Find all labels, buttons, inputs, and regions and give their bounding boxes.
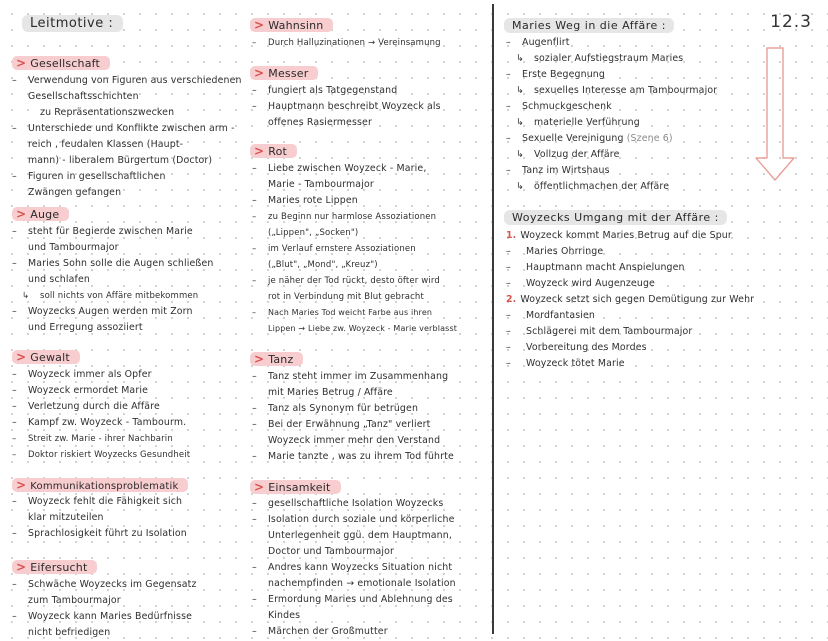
- arrow-icon: >: [16, 350, 27, 364]
- section-maries-weg: [504, 14, 717, 195]
- list-item: – Figuren in gesellschaftlichen: [10, 169, 242, 185]
- heading-maries-weg: Maries Weg in die Affäre :: [504, 18, 674, 33]
- list-item: – Schlägerei mit dem Tambourmajor: [504, 324, 754, 340]
- list-item: – Hauptmann beschreibt Woyzeck als: [250, 99, 441, 115]
- list-item: – Tanz als Synonym für betrügen: [250, 401, 454, 417]
- list-subitem: ↳ soll nichts von Affäre mitbekommen: [10, 288, 213, 304]
- list-item: – Liebe zwischen Woyzeck - Marie,: [250, 161, 457, 177]
- section-eifersucht: [10, 556, 197, 641]
- section-kommunikation: [10, 474, 187, 542]
- heading-auge: > Auge: [12, 207, 69, 221]
- list-item: – Woyzeck tötet Marie: [504, 356, 754, 372]
- list-item-cont: Marie - Tambourmajor: [268, 179, 374, 190]
- list-item: – Mordfantasien: [504, 308, 754, 324]
- list-item: – Märchen der Großmutter: [250, 624, 456, 640]
- list-item-cont: Lippen → Liebe zw. Woyzeck - Marie verblasst: [268, 324, 458, 333]
- list-subitem: ↳ öffentlichmachen der Affäre: [504, 179, 717, 195]
- list-item-cont: Woyzeck immer mehr den Verstand: [268, 435, 441, 446]
- heading-eifersucht: > Eifersucht: [12, 560, 97, 574]
- list-item-cont: klar mitzuteilen: [28, 512, 104, 523]
- list-item: – Doktor riskiert Woyzecks Gesundheit: [10, 447, 190, 463]
- list-item: – Sprachlosigkeit führt zu Isolation: [10, 526, 187, 542]
- list-item: – Durch Halluzinationen → Vereinsamung: [250, 35, 441, 51]
- list-item-cont: Doctor und Tambourmajor: [268, 546, 395, 557]
- column-divider: [492, 4, 494, 634]
- list-item: – Maries rote Lippen: [250, 193, 457, 209]
- list-item: – Erste Begegnung: [504, 67, 717, 83]
- list-item: – Maries Sohn solle die Augen schließen: [10, 256, 213, 272]
- list-subitem: ↳ Vollzug der Affäre: [504, 147, 717, 163]
- arrow-icon: >: [16, 207, 27, 221]
- arrow-icon: >: [16, 560, 27, 574]
- list-item: – Verletzung durch die Affäre: [10, 399, 190, 415]
- list-item-cont: mit Maries Betrug / Affäre: [268, 387, 393, 398]
- list-item-cont: („Blut", „Mond", „Kreuz"): [268, 260, 378, 270]
- list-item: – Woyzeck fehlt die Fähigkeit sich: [10, 494, 187, 510]
- list-item: – Unterschiede und Konflikte zwischen arm - reich , feudalen Klassen (Haupt-: [10, 121, 242, 153]
- page-title: Leitmotive :: [22, 15, 123, 32]
- list-item: – Verwendung von Figuren aus verschiedenen Gesellschaftsschichten: [10, 73, 242, 105]
- list-item: – Woyzeck immer als Opfer: [10, 367, 190, 383]
- list-item-cont: Kindes: [268, 610, 301, 621]
- heading-einsamkeit: > Einsamkeit: [250, 480, 341, 494]
- list-item: – Streit zw. Marie - ihrer Nachbarin: [10, 431, 190, 447]
- list-item-cont: Zwängen gefangen: [28, 187, 122, 198]
- heading-tanz: > Tanz: [250, 352, 303, 366]
- heading-gewalt: > Gewalt: [12, 350, 80, 364]
- list-item: – Hauptmann macht Anspielungen: [504, 260, 754, 276]
- list-item: – Woyzeck kann Maries Bedürfnisse: [10, 609, 197, 625]
- arrow-icon: >: [16, 478, 27, 492]
- list-item: – Marie tanzte , was zu ihrem Tod führte: [250, 449, 454, 465]
- list-item-cont: nicht befriedigen: [28, 627, 111, 638]
- list-item: – Kampf zw. Woyzeck - Tambourm.: [10, 415, 190, 431]
- list-item: – steht für Begierde zwischen Marie: [10, 224, 213, 240]
- list-item: – Woyzeck wird Augenzeuge: [504, 276, 754, 292]
- list-item-cont: und Tambourmajor: [28, 242, 119, 253]
- list-item: – zu Beginn nur harmlose Assoziationen: [250, 209, 457, 225]
- list-item-cont: zum Tambourmajor: [28, 595, 121, 606]
- list-item-cont: nachempfinden → emotionale Isolation: [268, 578, 456, 589]
- list-item: – Tanz steht immer im Zusammenhang: [250, 369, 454, 385]
- list-item-cont: und Erregung assoziiert: [28, 322, 143, 333]
- list-item: – Augenflirt: [504, 35, 717, 51]
- arrow-icon: >: [16, 56, 27, 70]
- section-gesellschaft: [10, 52, 242, 201]
- heading-gesellschaft: > Gesellschaft: [12, 56, 110, 70]
- list-item: – Bei der Erwähnung „Tanz" verliert: [250, 417, 454, 433]
- heading-messer: > Messer: [250, 66, 318, 80]
- list-item: – Nach Maries Tod weicht Farbe aus ihren: [250, 305, 457, 321]
- arrow-icon: >: [254, 480, 265, 494]
- list-item: – gesellschaftliche Isolation Woyzecks: [250, 496, 456, 512]
- list-item: – Woyzecks Augen werden mit Zorn: [10, 304, 213, 320]
- down-arrow-icon: [754, 46, 796, 182]
- numbered-item: 2. Woyzeck setzt sich gegen Demütigung zur Wehr: [506, 294, 755, 305]
- section-rot: [250, 140, 457, 337]
- section-einsamkeit: [250, 476, 456, 640]
- section-woyzecks-umgang: [504, 206, 754, 372]
- numbered-item: 1. Woyzeck kommt Maries Betrug auf die Spur: [506, 230, 732, 241]
- section-tanz: [250, 348, 454, 465]
- section-messer: [250, 62, 441, 131]
- heading-wahnsinn: > Wahnsinn: [250, 18, 333, 32]
- list-subitem: ↳ sexuelles Interesse am Tambourmajor: [504, 83, 717, 99]
- list-item: – Andres kann Woyzecks Situation nicht: [250, 560, 456, 576]
- list-item: – Ermordung Maries und Ablehnung des: [250, 592, 456, 608]
- page-number: 12.3: [770, 12, 812, 32]
- list-subitem: ↳ materielle Verführung: [504, 115, 717, 131]
- arrow-icon: >: [254, 352, 265, 366]
- list-item-cont: Unterlegenheit ggü. dem Hauptmann,: [268, 530, 452, 541]
- list-item-cont: und schlafen: [28, 274, 90, 285]
- list-item: – Woyzeck ermordet Marie: [10, 383, 190, 399]
- list-item-cont: zu Repräsentationszwecken: [40, 107, 175, 118]
- list-item: – Schmuckgeschenk: [504, 99, 717, 115]
- list-item: – Tanz im Wirtshaus: [504, 163, 717, 179]
- list-item: – je näher der Tod rückt, desto öfter wird: [250, 273, 457, 289]
- arrow-icon: >: [254, 66, 265, 80]
- section-wahnsinn: [250, 14, 441, 51]
- list-item-cont: rot in Verbindung mit Blut gebracht: [268, 292, 424, 302]
- list-subitem: ↳ sozialer Aufstiegstraum Maries: [504, 51, 717, 67]
- list-item-cont: mann) - liberalem Bürgertum (Doctor): [28, 155, 213, 166]
- section-auge: [10, 203, 213, 336]
- list-item-cont: offenes Rasiermesser: [268, 117, 372, 128]
- list-item: – Schwäche Woyzecks im Gegensatz: [10, 577, 197, 593]
- section-gewalt: [10, 346, 190, 463]
- heading-rot: > Rot: [250, 144, 297, 158]
- list-item: – im Verlauf ernstere Assoziationen: [250, 241, 457, 257]
- arrow-icon: >: [254, 18, 265, 32]
- list-item: – Maries Ohrringe: [504, 244, 754, 260]
- list-item: – Sexuelle Vereinigung (Szene 6): [504, 131, 717, 147]
- list-item: – fungiert als Tatgegenstand: [250, 83, 441, 99]
- heading-woyzecks-umgang: Woyzecks Umgang mit der Affäre :: [504, 210, 727, 225]
- list-item-cont: („Lippen", „Socken"): [268, 228, 359, 238]
- heading-kommunikation: > Kommunikationsproblematik: [12, 478, 188, 492]
- list-item: – Isolation durch soziale und körperliche: [250, 512, 456, 528]
- list-item: – Vorbereitung des Mordes: [504, 340, 754, 356]
- arrow-icon: >: [254, 144, 265, 158]
